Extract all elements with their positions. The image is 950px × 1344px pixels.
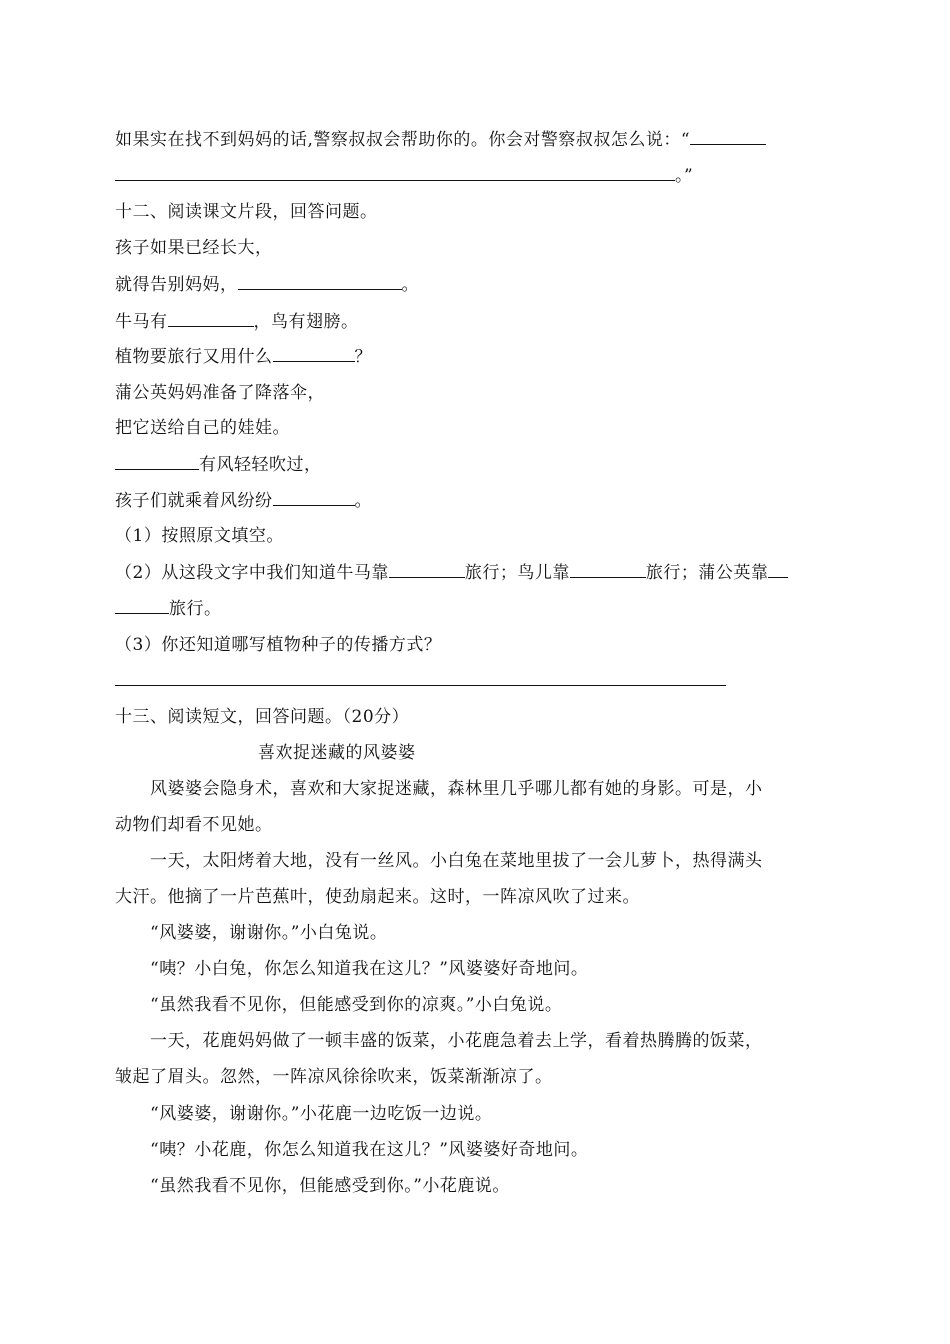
q12-poem-text: 植物要旅行又用什么 xyxy=(115,347,273,367)
q12-blank-5[interactable] xyxy=(273,489,355,506)
story-p9: “虽然我看不见你，但能感受到你。”小花鹿说。 xyxy=(150,1176,510,1196)
q12-sub-2-line-1 xyxy=(115,561,788,585)
q12-blank-3[interactable] xyxy=(273,345,355,362)
story-p1-line-2: 动物们却看不见她。 xyxy=(115,815,273,835)
q12-sub-2-line-2 xyxy=(115,597,222,621)
story-p6-line-1: 一天，花鹿妈妈做了一顿丰盛的饭菜，小花鹿急着去上学，看着热腾腾的饭菜， xyxy=(150,1031,763,1051)
q12-sub-2-text: 旅行；鸟儿靠 xyxy=(464,563,570,583)
q12-poem-line-5: 蒲公英妈妈准备了降落伞， xyxy=(115,383,325,403)
q12-answer-line[interactable] xyxy=(115,685,726,686)
story-p1-line-1: 风婆婆会隐身术，喜欢和大家捉迷藏，森林里几乎哪儿都有她的身影。可是，小 xyxy=(150,779,763,799)
story-title: 喜欢捉迷藏的风婆婆 xyxy=(258,743,416,763)
q12-sub-2-text: 旅行；蒲公英靠 xyxy=(645,563,769,583)
story-p7: “风婆婆，谢谢你。”小花鹿一边吃饭一边说。 xyxy=(150,1104,493,1124)
q12-poem-line-1: 孩子如果已经长大， xyxy=(115,238,273,258)
q12-sub-1: （1）按照原文填空。 xyxy=(115,526,284,546)
q12-poem-line-6: 把它送给自己的娃娃。 xyxy=(115,418,290,438)
q11-line-1 xyxy=(115,128,766,152)
q12-sub-2-blank-2[interactable] xyxy=(570,561,646,578)
q12-sub-3: （3）你还知道哪写植物种子的传播方式？ xyxy=(115,635,442,655)
q12-blank-2[interactable] xyxy=(168,310,254,327)
q12-poem-line-3 xyxy=(115,310,359,334)
q12-sub-2-blank-3a[interactable] xyxy=(768,561,788,578)
q12-poem-text: 牛马有 xyxy=(115,312,168,332)
q12-sub-2-text: 旅行。 xyxy=(169,599,222,619)
story-p8: “咦？小花鹿，你怎么知道我在这儿？”风婆婆好奇地问。 xyxy=(150,1140,589,1160)
q12-poem-line-8 xyxy=(115,489,372,513)
q12-sub-2-blank-3b[interactable] xyxy=(115,597,169,614)
q11-closing: 。” xyxy=(675,166,694,186)
q12-poem-text: 。 xyxy=(401,275,419,295)
q11-answer-blank-1[interactable] xyxy=(690,128,766,145)
q12-sub-2-blank-1[interactable] xyxy=(389,561,465,578)
q12-header: 十二、阅读课文片段，回答问题。 xyxy=(115,202,378,222)
q12-poem-line-4 xyxy=(115,345,372,369)
story-p5: “虽然我看不见你，但能感受到你的凉爽。”小白兔说。 xyxy=(150,995,563,1015)
q11-line-2 xyxy=(115,164,693,188)
q12-poem-line-2 xyxy=(115,273,419,297)
q12-blank-4[interactable] xyxy=(115,453,199,470)
story-p6-line-2: 皱起了眉头。忽然，一阵凉风徐徐吹来，饭菜渐渐凉了。 xyxy=(115,1067,553,1087)
q12-poem-text: 就得告别妈妈， xyxy=(115,275,238,295)
q12-poem-line-7 xyxy=(115,453,322,477)
q12-poem-text: ，鸟有翅膀。 xyxy=(253,312,359,332)
q12-sub-2-text: （2）从这段文字中我们知道牛马靠 xyxy=(115,563,389,583)
q12-blank-1[interactable] xyxy=(238,273,402,290)
q11-prompt: 如果实在找不到妈妈的话,警察叔叔会帮助你的。你会对警察叔叔怎么说：“ xyxy=(115,130,691,150)
story-p4: “咦？小白兔，你怎么知道我在这儿？”风婆婆好奇地问。 xyxy=(150,959,589,979)
q11-answer-blank-2[interactable] xyxy=(115,164,675,181)
story-p2-line-2: 大汗。他摘了一片芭蕉叶，使劲扇起来。这时，一阵凉风吹了过来。 xyxy=(115,887,640,907)
story-p2-line-1: 一天，太阳烤着大地，没有一丝风。小白兔在菜地里拔了一会儿萝卜，热得满头 xyxy=(150,851,763,871)
q12-poem-text: 孩子们就乘着风纷纷 xyxy=(115,491,273,511)
story-p3: “风婆婆，谢谢你。”小白兔说。 xyxy=(150,923,388,943)
q12-poem-text: ？ xyxy=(354,347,372,367)
q13-header: 十三、阅读短文，回答问题。（20分） xyxy=(115,707,410,727)
q12-poem-text: 有风轻轻吹过， xyxy=(199,455,322,475)
q12-poem-text: 。 xyxy=(354,491,372,511)
